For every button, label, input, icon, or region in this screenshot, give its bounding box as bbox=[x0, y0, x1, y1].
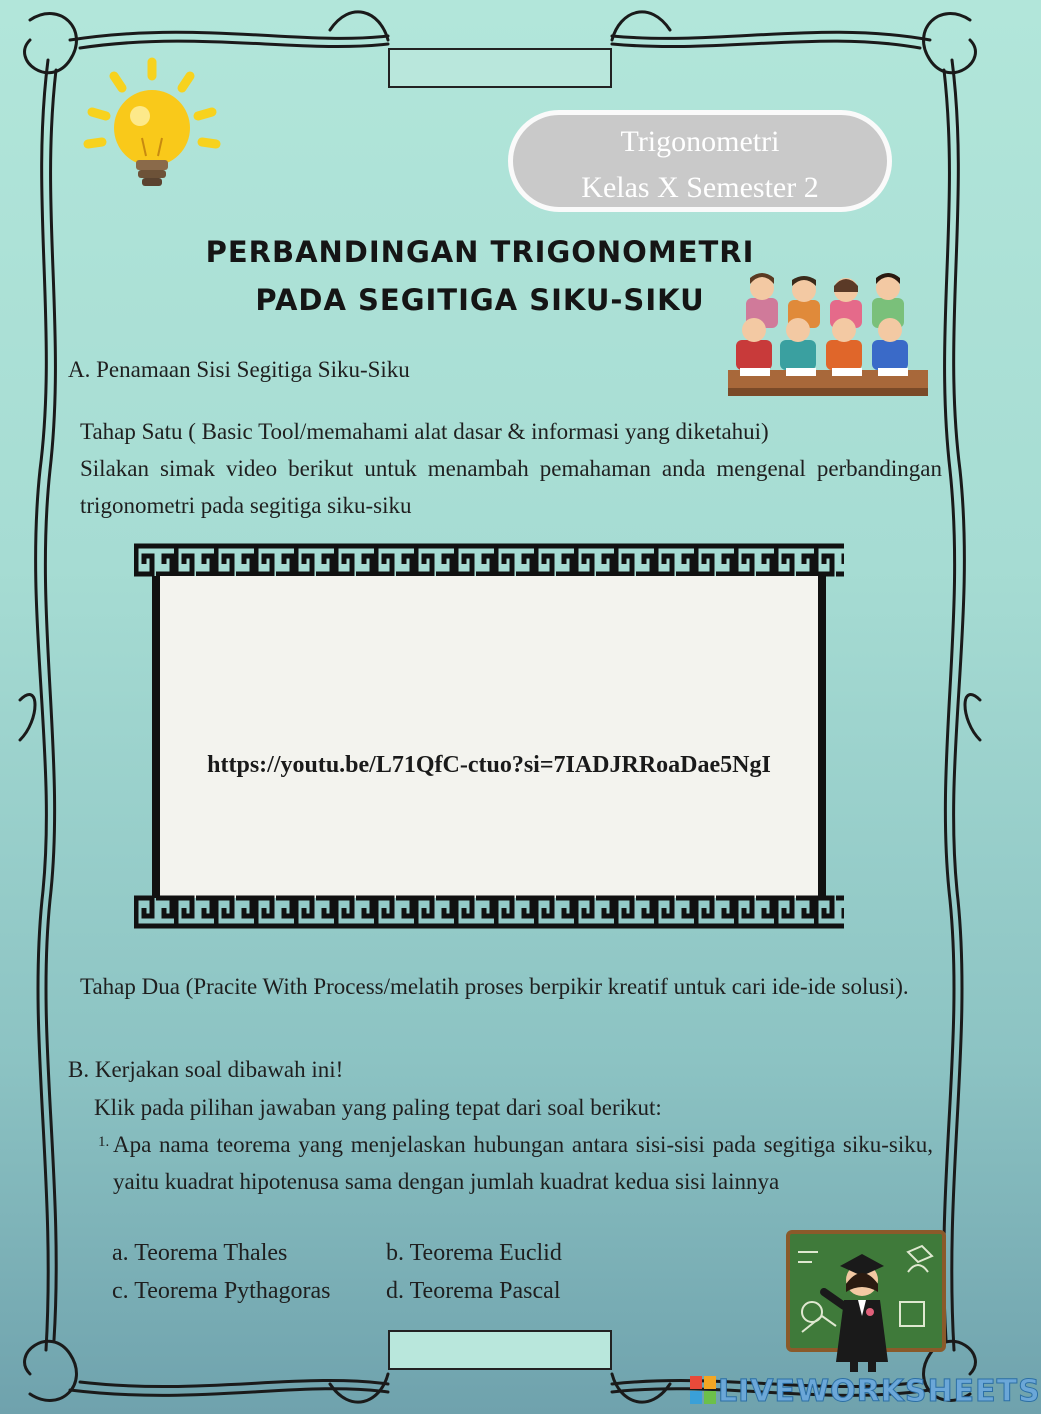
topic-badge bbox=[508, 110, 892, 212]
teacher-chalkboard-illustration bbox=[788, 1232, 948, 1372]
intro-paragraph: Silakan simak video berikut untuk menambah pemahaman anda mengenal perbandingan trigonometri pada segitiga siku-siku bbox=[80, 456, 942, 518]
students-illustration bbox=[726, 270, 930, 402]
lightbulb-icon bbox=[78, 56, 228, 196]
section-a-heading: A. Penamaan Sisi Segitiga Siku-Siku bbox=[68, 357, 410, 382]
step-one-heading: Tahap Satu ( Basic Tool/memahami alat dasar & informasi yang diketahui) bbox=[80, 419, 769, 444]
answer-option-a[interactable]: a. Teorema Thales bbox=[112, 1240, 288, 1266]
brand-text: LIVEWORKSHEETS bbox=[718, 1373, 1041, 1409]
liveworksheets-watermark bbox=[690, 1374, 1041, 1408]
badge-class: Kelas X Semester 2 bbox=[581, 171, 819, 204]
video-panel bbox=[152, 576, 826, 898]
liveworksheets-logo-icon bbox=[690, 1376, 718, 1406]
video-frame bbox=[134, 540, 844, 932]
question-instruction: Klik pada pilihan jawaban yang paling tepat dari soal berikut: bbox=[94, 1095, 662, 1120]
question-text: Apa nama teorema yang menjelaskan hubungan antara sisi-sisi pada segitiga siku-siku, yaitu kuadrat hipotenusa sama dengan jumlah kuadrat kedua sisi lainnya bbox=[113, 1132, 933, 1194]
bottom-plaque bbox=[388, 1330, 612, 1370]
title-line-1: PERBANDINGAN TRIGONOMETRI bbox=[205, 235, 755, 269]
video-link[interactable]: https://youtu.be/L71QfC-ctuo?si=7IADJRRoaDae5NgI bbox=[207, 752, 771, 778]
badge-subject: Trigonometri bbox=[620, 125, 780, 158]
answer-option-c[interactable]: c. Teorema Pythagoras bbox=[112, 1278, 331, 1304]
page-title bbox=[150, 228, 810, 324]
meander-border-bottom bbox=[134, 892, 844, 932]
meander-border-top bbox=[134, 540, 844, 580]
section-b-heading: B. Kerjakan soal dibawah ini! bbox=[68, 1057, 344, 1082]
question-number: 1. bbox=[98, 1134, 110, 1150]
answer-option-b[interactable]: b. Teorema Euclid bbox=[386, 1240, 562, 1266]
answer-option-d[interactable]: d. Teorema Pascal bbox=[386, 1278, 561, 1304]
step-two-heading: Tahap Dua (Pracite With Process/melatih proses berpikir kreatif untuk cari ide-ide solusi). bbox=[80, 974, 909, 999]
top-plaque bbox=[388, 48, 612, 88]
title-line-2: PADA SEGITIGA SIKU-SIKU bbox=[255, 283, 705, 317]
